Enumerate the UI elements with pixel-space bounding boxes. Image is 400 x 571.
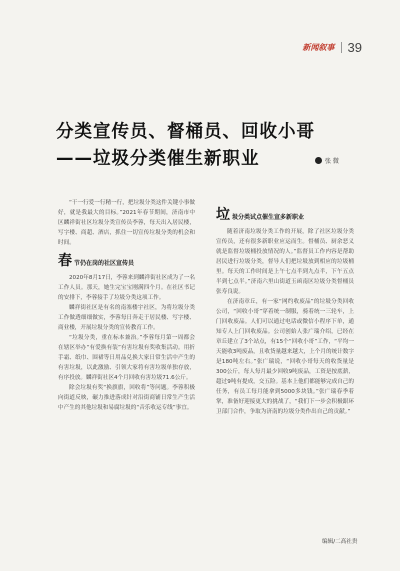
section1-heading: [58, 254, 195, 269]
page-header: [303, 40, 362, 55]
right-column: [216, 208, 354, 417]
left-column: [58, 198, 195, 413]
section2-title: 圾分类试点催生宣多新职业: [232, 214, 305, 221]
section2-initial: 垃: [216, 207, 230, 223]
editor-credit: 编辑/二高社贵: [322, 539, 358, 545]
intro-paragraph: “干一行爱一行精一行，把垃圾分类这件关键小事做好，就是我最大的目标。”2021年春节期间，济南市中区麟祥街社区垃圾分类宣传员李蓉，每天出入居民楼，写字楼、商超、酒店，抓住一切宣传垃圾分类的机会和时间。: [58, 200, 195, 246]
body-paragraph: 麟祥街社区是有名的南塞楼宇社区，为将垃圾分类工作做透细细做实，李蓉每日奔走于居民楼、写字楼、商业楼，开展垃圾分类的宣传教育工作。: [58, 305, 195, 331]
author-line: [315, 156, 339, 165]
author-icon: [315, 157, 322, 164]
page-number: 39: [347, 40, 362, 55]
section1-initial: 春: [58, 253, 72, 269]
article-subtitle: ——垃圾分类催生新职业: [56, 149, 260, 169]
section-tag: 新闻叙事: [302, 43, 335, 52]
body-paragraph: 2020年8月17日，李蓉来到麟祥街社区成为了一名工作人员。那天，她生完宝宝刚满四个月。在社区书记的安排下，李蓉接手了垃圾分类这项工作。: [58, 275, 195, 301]
body-paragraph: 除会垃圾有奖“换旗旗，回收将”等问题。李蓉积极向街道反映，碾力推进落成针对沿街商铺日常生产生活中产生的其他垃圾和易腐垃圾的“音乐收运专线”事宜。: [58, 385, 195, 411]
article-title: 分类宣传员、督桶员、回收小哥: [56, 122, 315, 142]
section1-title: 节仍在岗的社区宣传员: [74, 260, 135, 267]
body-paragraph: 随着济南垃圾分类工作的开展，除了社区垃圾分类宣传员，还有很多新职业应运而生。督桶员、厨余恶义就是监督垃圾桶投放情况的人。”监督员工作内容是帮助居民进行垃圾分类，督导人们把垃圾放到相应的垃圾桶里。每天的工作时间是上午七点半到九点半，下午五点半到七点半。”济南六里山街道玉函南区垃圾分类督桶员张寿良说。: [216, 229, 354, 295]
author-name: 张 微: [325, 158, 339, 165]
body-paragraph: “垃圾分类，重在标本兼治。”李蓉每月第一周都会在辖区举办“有爱换有装”有害垃圾有奖收集活动。用折手霜、纸巾、围裙等日用品兑换大家日常生活中产生的有害垃圾，以此激励、引领大家将有害垃圾单独存放，有序投放。麟祥街社区4个月回收有害垃圾71.6公斤。: [58, 335, 195, 381]
body-paragraph: 在济南章丘，有一家“网约收废品”的垃圾分类回收公司，“回收小哥”穿着统一制服，骑着统一三轮车，上门回收废品。人们可以通过电话或微信小程序下单，通知专人上门回收废品。公司创始人张广瑞介绍，已经在章丘建立了3个站点，有15个“回收小哥”工作，“平均一天能收3吨废品，且收货量越来越大，上个月的统计数字是180吨左右。”张广瑞说，“回收小哥每天的收货量是300公斤，每人每月最少回收9吨废品，工资是按底薪，超过9吨有提成，交五险。基本上他们都能够完成自己的任务，有员工每月能拿到5000多块钱。”张广瑞春季着掌，准备好迎接更大的挑战了，“我们下一步会积极跟环卫部门合作，争取为济南的垃圾分类作出自己的贡献。”: [216, 299, 354, 415]
section2-heading: [216, 208, 354, 223]
header-divider: [341, 42, 342, 53]
